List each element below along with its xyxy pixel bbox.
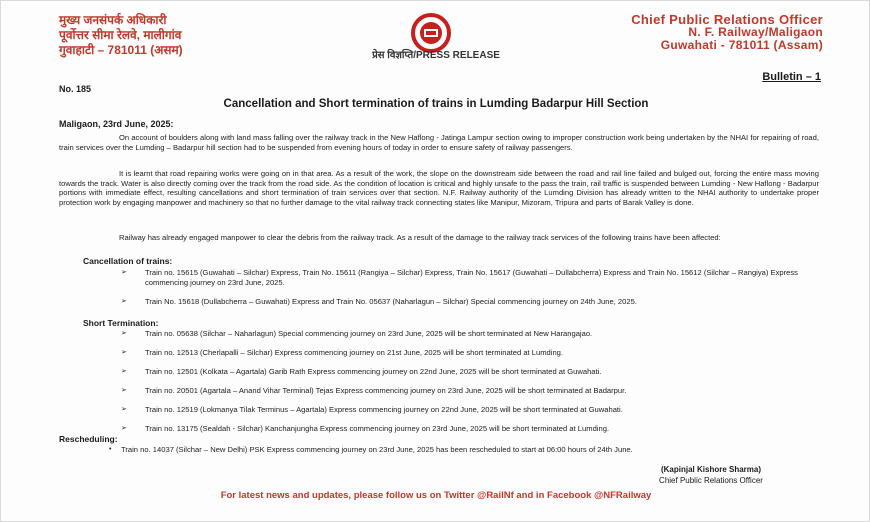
list-item (121, 297, 821, 307)
signatory-name: (Kapinjal Kishore Sharma) (660, 465, 762, 474)
list-item (121, 268, 821, 287)
paragraph-2: It is learnt that road repairing works were going on in that area. As a result of the work, the slope on the downstream side between the road and rail line failed and bulged out, forcing the entire mass moving towards the track. Water is also directly coming over the track from the road side. As the condition of location is critical and highly unsafe to the pass the train, rail traffic is suspended between Lumding - New Haflong - Badarpur portions with immediate effect, resulting cancellations and short termination of train services over that section. N.F. Railway authority of the Lumding Division has already written to the NHAI authority to undertake proper protection work by engaging manpower and machinery so that no further damage to the vital railway track connecting states like Manipur, Mizoram, Tripura and parts of Barak Valley is done. (59, 169, 819, 207)
list-item (121, 367, 821, 377)
hindi-line-2: पूर्वोत्तर सीमा रेलवे, मालीगांव (59, 28, 182, 42)
short-termination-heading: Short Termination: (83, 318, 159, 328)
short-term-item-4: Train no. 20501 (Agartala – Anand Vihar Terminal) Tejas Express commencing journey on 23rd June, 2025 will be short terminated at Badarpur. (145, 386, 627, 395)
bullet-icon: • (109, 446, 112, 453)
arrow-bullet-icon: ➢ (121, 387, 127, 394)
list-item (109, 445, 821, 455)
short-term-item-1: Train no. 05638 (Silchar – Naharlagun) Special commencing journey on 23rd June, 2025 will be short terminated at New Harangajao. (145, 329, 593, 338)
cancellation-item-1: Train no. 15615 (Guwahati – Silchar) Express, Train No. 15611 (Rangiya – Silchar) Express, Train No. 15617 (Guwahati – Dullabcherra) Express and Train No. 15612 (Silchar – Rangiya) Express commencing journey on 23rd June, 2025. (145, 268, 798, 287)
arrow-bullet-icon: ➢ (121, 368, 127, 375)
list-item (121, 348, 821, 358)
arrow-bullet-icon: ➢ (121, 330, 127, 337)
signatory-designation: Chief Public Relations Officer (659, 476, 763, 485)
short-term-item-5: Train no. 12519 (Lokmanya Tilak Terminus – Agartala) Express commencing journey on 22nd June, 2025 will be short terminated at Guwahati. (145, 405, 623, 414)
list-item (121, 386, 821, 396)
list-item (121, 424, 821, 434)
short-term-item-6: Train no. 13175 (Sealdah - Silchar) Kanchanjungha Express commencing journey on 23rd June, 2025 will be short terminated at Lumding. (145, 424, 610, 433)
arrow-bullet-icon: ➢ (121, 349, 127, 356)
short-term-item-3: Train no. 12501 (Kolkata – Agartala) Garib Rath Express commencing journey on 22nd June, 2025 will be short terminated at Guwahati. (145, 367, 602, 376)
paragraph-3: Railway has already engaged manpower to clear the debris from the railway track. As a result of the damage to the railway track services of the following trains have been affected: (119, 233, 721, 242)
eng-line-1: Chief Public Relations Officer (631, 12, 823, 27)
release-date: Maligaon, 23rd June, 2025: (59, 119, 174, 129)
arrow-bullet-icon: ➢ (121, 298, 127, 305)
eng-line-2: N. F. Railway/Maligaon (688, 25, 823, 39)
hindi-line-1: मुख्य जनसंपर्क अधिकारी (59, 13, 167, 27)
document-title: Cancellation and Short termination of trains in Lumding Badarpur Hill Section (223, 98, 649, 110)
bulletin-number: Bulletin – 1 (762, 71, 821, 83)
cancellation-heading: Cancellation of trains: (83, 256, 173, 266)
social-media-footer: For latest news and updates, please follow us on Twitter @RailNf and in Facebook @NFRailway (220, 490, 652, 501)
press-release-label: प्रेस विज्ञप्ति/PRESS RELEASE (372, 50, 500, 61)
short-term-item-2: Train no. 12513 (Cherlapalli – Silchar) Express commencing journey on 21st June, 2025 will be short terminated at Lumding. (145, 348, 564, 357)
paragraph-1: On account of boulders along with land mass falling over the railway track in the New Haflong - Jatinga Lampur section owing to improper construction work being undertaken by the NHAI for repairing of road, train services over the Lumding – Badarpur hill section had to be suspended from evening hours of today in order to ensure safety of railway passengers. (59, 133, 819, 152)
arrow-bullet-icon: ➢ (121, 425, 127, 432)
release-number: No. 185 (59, 84, 92, 94)
list-item (121, 329, 821, 339)
arrow-bullet-icon: ➢ (121, 269, 127, 276)
hindi-line-3: गुवाहाटी – 781011 (असम) (59, 43, 183, 57)
arrow-bullet-icon: ➢ (121, 406, 127, 413)
cancellation-item-2: Train No. 15618 (Dullabcherra – Guwahati) Express and Train No. 05637 (Naharlagun – Silchar) Special commencing journey on 24th June, 2025. (145, 297, 637, 306)
rescheduling-heading: Rescheduling: (59, 434, 118, 444)
eng-line-3: Guwahati - 781011 (Assam) (660, 38, 823, 52)
list-item (121, 405, 821, 415)
rescheduling-item-1: Train no. 14037 (Silchar – New Delhi) PSK Express commencing journey on 23rd June, 2025 has been rescheduled to start at 06:00 hours of 24th June. (121, 445, 633, 454)
